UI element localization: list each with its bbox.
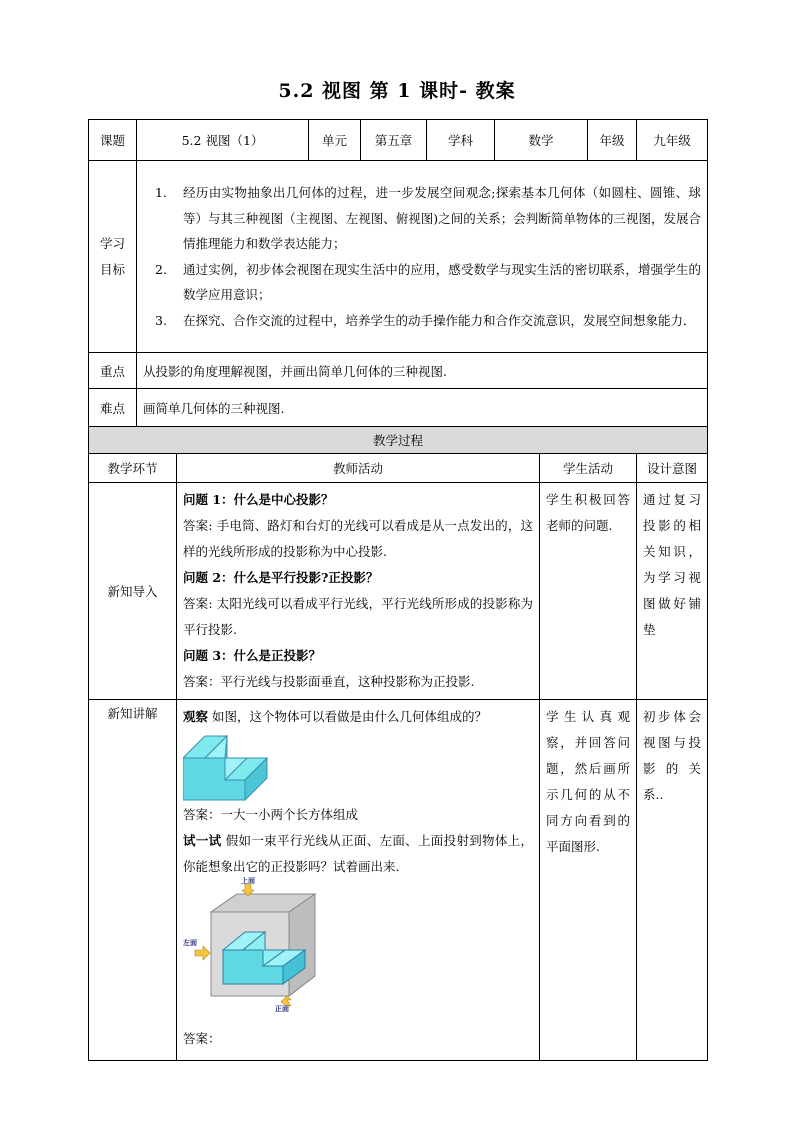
process-row-intro	[89, 483, 708, 700]
objectives-content	[137, 161, 708, 353]
difficulty-row	[89, 389, 708, 427]
try-label: 试一试	[183, 833, 222, 848]
answer-2: 答案: 太阳光线可以看成平行光线，平行光线所形成的投影称为平行投影.	[183, 596, 533, 637]
objectives-row	[89, 161, 708, 353]
objective-item: 3. 在探究、合作交流的过程中，培养学生的动手操作能力和合作交流意识，发展空间想象能力．	[155, 312, 696, 328]
question-2: 问题 2：什么是平行投影?正投影？	[183, 570, 379, 585]
column-student: 学生活动	[540, 454, 637, 483]
grade-value: 九年级	[637, 120, 708, 161]
student-activity-explain: 学生认真观察，并回答问题，然后画所示几何的从不同方向看到的平面图形.	[540, 700, 637, 1061]
key-point-text: 从投影的角度理解视图，并画出简单几何体的三种视图.	[137, 353, 708, 389]
design-intent-intro: 通过复习投影的相关知识，为学习视图做好铺垫	[637, 483, 708, 700]
teacher-activity-intro	[177, 483, 540, 700]
topic-label: 课题	[89, 120, 137, 161]
subject-label: 学科	[427, 120, 495, 161]
subject-value: 数学	[495, 120, 588, 161]
observe-label: 观察	[183, 709, 209, 724]
process-columns-row	[89, 454, 708, 483]
stage-explain: 新知讲解	[89, 700, 177, 1061]
objective-item: 2. 通过实例，初步体会视图在现实生活中的应用，感受数学与现实生活的密切联系，增强学生的数学应用意识；	[155, 261, 702, 302]
l-shaped-solid-figure	[183, 730, 273, 802]
key-point-label: 重点	[89, 353, 137, 389]
column-teacher: 教师活动	[177, 454, 540, 483]
student-activity-intro: 学生积极回答老师的问题.	[540, 483, 637, 700]
answer-1: 答案: 手电筒、路灯和台灯的光线可以看成是从一点发出的，这样的光线所形成的投影称为中心投影.	[183, 518, 533, 559]
stage-intro: 新知导入	[89, 483, 177, 700]
projection-figure	[183, 884, 333, 1016]
process-row-explain	[89, 700, 708, 1061]
process-header: 教学过程	[89, 427, 708, 454]
lesson-plan-table	[88, 119, 708, 1061]
key-point-row	[89, 353, 708, 389]
header-row	[89, 120, 708, 161]
objectives-label: 学习 目标	[89, 161, 137, 353]
unit-label: 单元	[309, 120, 361, 161]
try-text: 假如一束平行光线从正面、左面、上面投射到物体上，你能想象出它的正投影吗？试着画出来.	[183, 833, 533, 874]
grade-label: 年级	[588, 120, 637, 161]
answer-projection: 答案：	[183, 1031, 221, 1046]
answer-3: 答案：平行光线与投影面垂直，这种投影称为正投影.	[183, 674, 475, 689]
column-stage: 教学环节	[89, 454, 177, 483]
difficulty-label: 难点	[89, 389, 137, 427]
process-header-row	[89, 427, 708, 454]
observe-text: 如图，这个物体可以看做是由什么几何体组成的？	[208, 709, 487, 724]
design-intent-explain: 初步体会视图与投影 的 关系..	[637, 700, 708, 1061]
column-intent: 设计意图	[637, 454, 708, 483]
answer-shape: 答案：一大一小两个长方体组成	[183, 807, 359, 822]
question-3: 问题 3：什么是正投影？	[183, 648, 322, 663]
question-1: 问题 1：什么是中心投影？	[183, 492, 334, 507]
topic-value: 5.2 视图（1）	[137, 120, 309, 161]
label-front: 正面	[275, 1005, 289, 1013]
page-title: 5.2 视图 第 1 课时- 教案	[278, 80, 516, 102]
label-left: 左面	[183, 939, 197, 947]
objective-item: 1. 经历由实物抽象出几何体的过程，进一步发展空间观念;探索基本几何体（如圆柱、圆锥、球等）与其三种视图（主视图、左视图、俯视图)之间的关系；会判断简单物体的三视图，发展合情推理能力和数学表达能力；	[155, 185, 702, 251]
difficulty-text: 画简单几何体的三种视图.	[137, 389, 708, 427]
unit-value: 第五章	[361, 120, 427, 161]
teacher-activity-explain	[177, 700, 540, 1061]
label-top: 上面	[241, 877, 255, 885]
